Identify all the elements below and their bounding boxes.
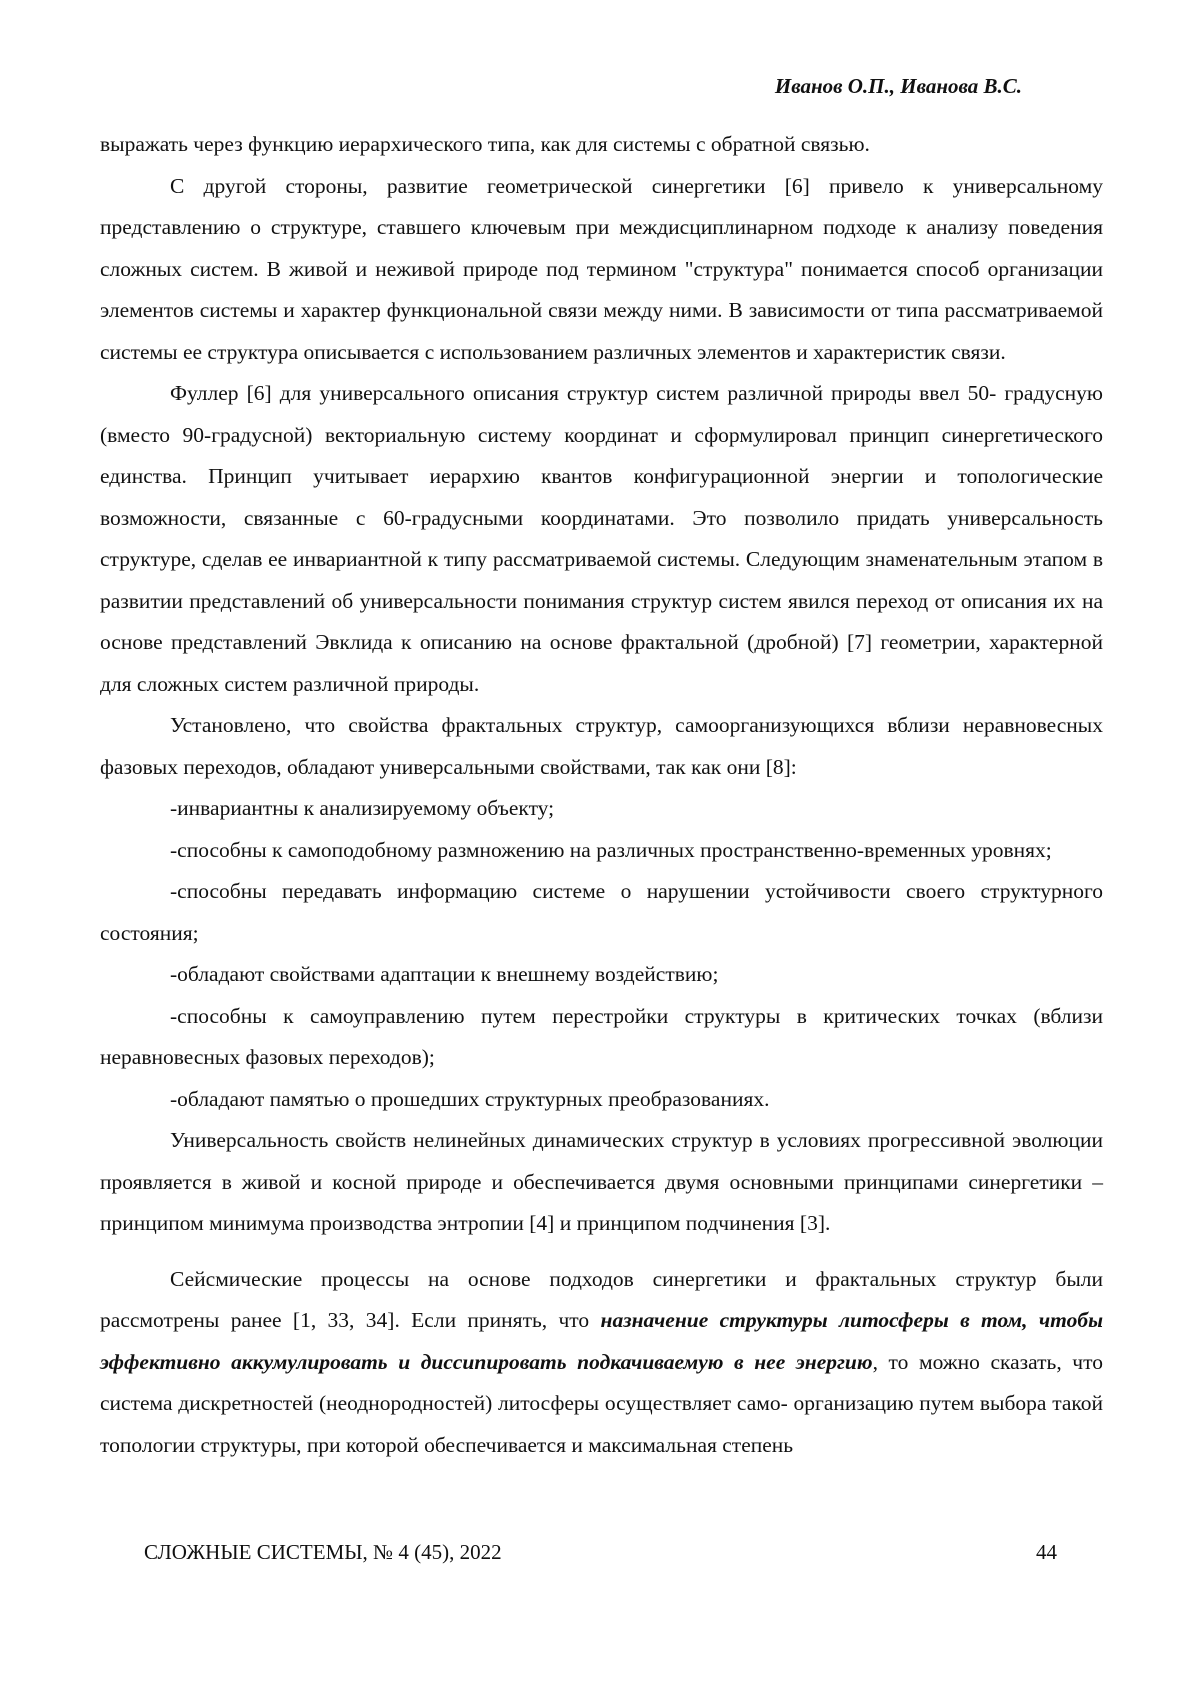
- paragraph: Универсальность свойств нелинейных динамических структур в условиях прогрессивной эволюции проявляется в живой и косной природе и обеспечивается двумя основными принципами синергетики – принципом минимума производства энтропии [4] и принципом подчинения [3].: [100, 1120, 1103, 1245]
- paragraph: Фуллер [6] для универсального описания структур систем различной природы ввел 50- градусную (вместо 90-градусной) векториальную систему координат и сформулировал принцип синергетического единства. Принцип учитывает иерархию квантов конфигурационной энергии и топологические возможности, связанные с 60-градусными координатами. Это позволило придать универсальность структуре, сделав ее инвариантной к типу рассматриваемой системы. Следующим знаменательным этапом в развитии представлений об универсальности понимания структур систем явился переход от описания их на основе представлений Эвклида к описанию на основе фрактальной (дробной) [7] геометрии, характерной для сложных систем различной природы.: [100, 373, 1103, 705]
- list-item: -инвариантны к анализируемому объекту;: [100, 788, 1103, 830]
- paragraph-text: Сейсмические процессы на основе подходов синергетики и фрактальных структур были рассмотрены ранее [1, 33, 34]. Если принять, что: [100, 1267, 1103, 1333]
- list-item: -обладают свойствами адаптации к внешнему воздействию;: [100, 954, 1103, 996]
- document-page: [0, 0, 1200, 1696]
- emphasis-text: назначение структуры литосферы в том, чтобы эффективно аккумулировать и диссипировать подкачиваемую в нее энергию: [100, 1308, 1103, 1374]
- list-item: -обладают памятью о прошедших структурных преобразованиях.: [100, 1079, 1103, 1121]
- paragraph: Установлено, что свойства фрактальных структур, самоорганизующихся вблизи неравновесных фазовых переходов, обладают универсальными свойствами, так как они [8]:: [100, 705, 1103, 788]
- journal-title: СЛОЖНЫЕ СИСТЕМЫ, № 4 (45), 2022: [144, 1540, 502, 1565]
- paragraph-seismic: [100, 1259, 1103, 1467]
- page-number: 44: [1036, 1540, 1057, 1565]
- list-item: -способны передавать информацию системе о нарушении устойчивости своего структурного состояния;: [100, 871, 1103, 954]
- paragraph-continuation: выражать через функцию иерархического типа, как для системы с обратной связью.: [100, 124, 1103, 166]
- list-item: -способны к самоуправлению путем перестройки структуры в критических точках (вблизи неравновесных фазовых переходов);: [100, 996, 1103, 1079]
- body-text: [100, 124, 1103, 1466]
- running-head-authors: Иванов О.П., Иванова В.С.: [775, 74, 1022, 99]
- paragraph: С другой стороны, развитие геометрической синергетики [6] привело к универсальному представлению о структуре, ставшего ключевым при междисциплинарном подходе к анализу поведения сложных систем. В живой и неживой природе под термином "структура" понимается способ организации элементов системы и характер функциональной связи между ними. В зависимости от типа рассматриваемой системы ее структура описывается с использованием различных элементов и характеристик связи.: [100, 166, 1103, 374]
- list-item: -способны к самоподобному размножению на различных пространственно-временных уровнях;: [100, 830, 1103, 872]
- paragraph-text: , то можно сказать, что система дискретностей (неоднородностей) литосферы осуществляет само- организацию путем выбора такой топологии структуры, при которой обеспечивается и максимальная степень: [100, 1350, 1103, 1457]
